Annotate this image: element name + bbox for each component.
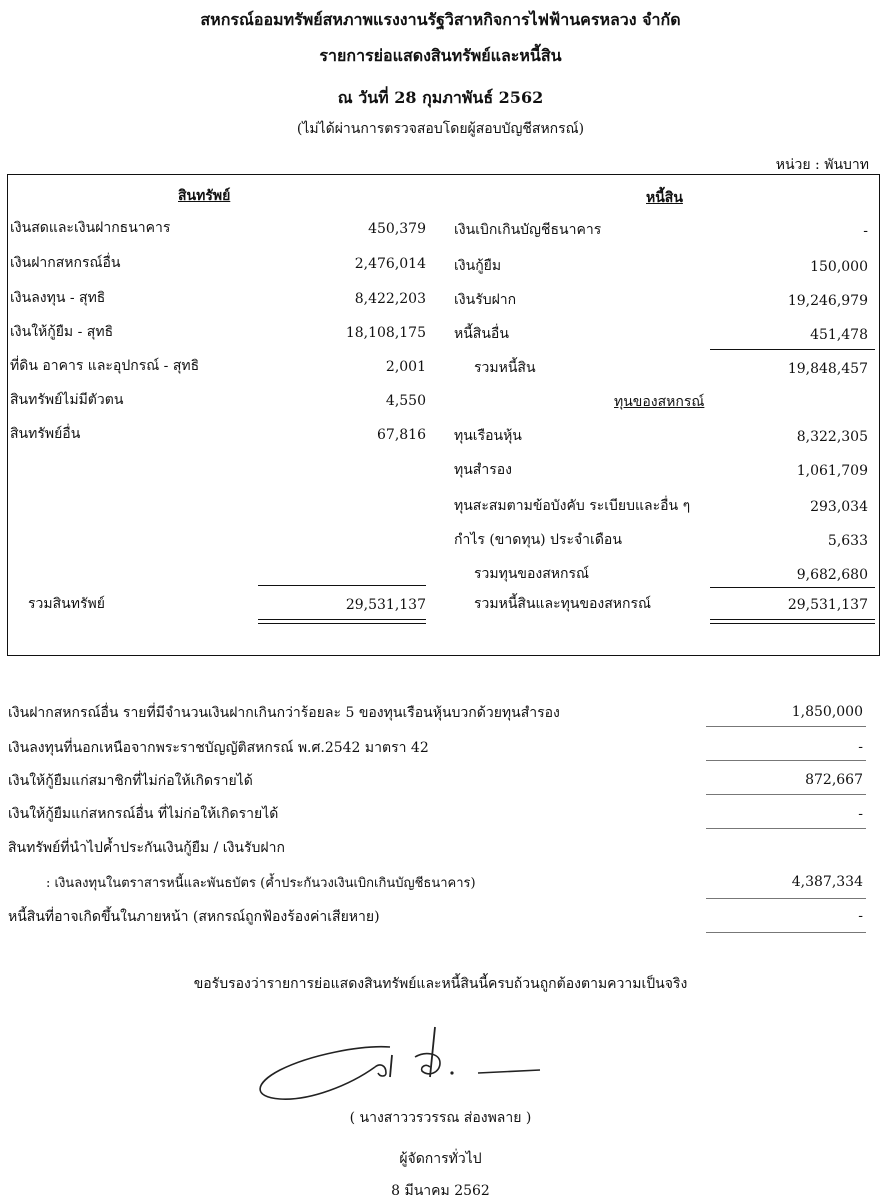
- asset-label: สินทรัพย์อื่น: [10, 426, 81, 442]
- asset-value: 2,001: [385, 359, 426, 375]
- report-date: ณ วันที่ 28 กุมภาพันธ์ 2562: [337, 88, 544, 107]
- note-label: เงินลงทุนที่นอกเหนือจากพระราชบัญญัติสหกรณ์ พ.ศ.2542 มาตรา 42: [8, 740, 429, 756]
- grand-total-double-rule: [710, 619, 875, 624]
- note-rule: [706, 898, 866, 899]
- note-label: เงินฝากสหกรณ์อื่น รายที่มีจำนวนเงินฝากเกินกว่าร้อยละ 5 ของทุนเรือนหุ้นบวกด้วยทุนสำรอง: [8, 705, 560, 721]
- grand-total-value: 29,531,137: [787, 597, 868, 613]
- note-rule: [706, 760, 866, 761]
- note-value: -: [858, 908, 863, 924]
- equity-value: 8,322,305: [796, 429, 868, 445]
- note-rule: [706, 726, 866, 727]
- audit-note: (ไม่ได้ผ่านการตรวจสอบโดยผู้สอบบัญชีสหกรณ์): [296, 121, 585, 137]
- note-rule: [706, 794, 866, 795]
- asset-label: ที่ดิน อาคาร และอุปกรณ์ - สุทธิ: [10, 358, 200, 374]
- note-value: 872,667: [805, 772, 863, 788]
- signatory-position: ผู้จัดการทั่วไป: [399, 1151, 482, 1167]
- equity-heading: ทุนของสหกรณ์: [614, 394, 705, 410]
- equity-value: 293,034: [810, 499, 868, 515]
- organization-name: สหกรณ์ออมทรัพย์สหภาพแรงงานรัฐวิสาหกิจการไฟฟ้านครหลวง จำกัด: [200, 10, 681, 29]
- liabilities-total-value: 19,848,457: [787, 361, 868, 377]
- liability-value: 150,000: [810, 259, 868, 275]
- assets-total-double-rule: [258, 619, 426, 624]
- assets-total-value: 29,531,137: [345, 597, 426, 613]
- liability-label: เงินกู้ยืม: [454, 258, 502, 274]
- note-label: : เงินลงทุนในตราสารหนี้และพันธบัตร (ค้ำประกันวงเงินเบิกเกินบัญชีธนาคาร): [46, 876, 476, 891]
- note-label: หนี้สินที่อาจเกิดขึ้นในภายหน้า (สหกรณ์ถูกฟ้องร้องค่าเสียหาย): [8, 909, 380, 925]
- note-value: 1,850,000: [791, 704, 863, 720]
- note-rule: [706, 932, 866, 933]
- assets-total-rule: [258, 585, 426, 586]
- balance-sheet-box: [7, 174, 880, 656]
- assets-heading: สินทรัพย์: [178, 188, 231, 204]
- liability-label: เงินเบิกเกินบัญชีธนาคาร: [454, 222, 602, 238]
- asset-value: 8,422,203: [354, 291, 426, 307]
- equity-total-label: รวมทุนของสหกรณ์: [474, 566, 589, 582]
- equity-total-value: 9,682,680: [796, 567, 868, 583]
- liability-label: เงินรับฝาก: [454, 292, 517, 308]
- liabilities-total-label: รวมหนี้สิน: [474, 360, 536, 376]
- liability-value: 19,246,979: [787, 293, 868, 309]
- note-value: -: [858, 739, 863, 755]
- note-label: เงินให้กู้ยืมแก่สหกรณ์อื่น ที่ไม่ก่อให้เกิดรายได้: [8, 806, 279, 822]
- certification-text: ขอรับรองว่ารายการย่อแสดงสินทรัพย์และหนี้สินนี้ครบถ้วนถูกต้องตามความเป็นจริง: [193, 976, 688, 992]
- asset-value: 67,816: [377, 427, 426, 443]
- assets-total-label: รวมสินทรัพย์: [28, 596, 105, 612]
- asset-value: 2,476,014: [354, 256, 426, 272]
- signature-date: 8 มีนาคม 2562: [391, 1183, 490, 1199]
- signatory-name: ( นางสาววรวรรณ ส่องพลาย ): [349, 1110, 532, 1126]
- asset-value: 4,550: [385, 393, 426, 409]
- asset-label: เงินให้กู้ยืม - สุทธิ: [10, 324, 114, 340]
- signature-image: [240, 1015, 560, 1110]
- equity-label: ทุนสะสมตามข้อบังคับ ระเบียบและอื่น ๆ: [454, 498, 691, 514]
- report-title: รายการย่อแสดงสินทรัพย์และหนี้สิน: [319, 46, 562, 65]
- note-label: สินทรัพย์ที่นำไปค้ำประกันเงินกู้ยืม / เงินรับฝาก: [8, 840, 285, 856]
- liabilities-total-rule: [710, 349, 875, 350]
- asset-value: 450,379: [368, 221, 426, 237]
- note-rule: [706, 828, 866, 829]
- grand-total-rule: [710, 587, 875, 588]
- note-value: 4,387,334: [791, 874, 863, 890]
- equity-label: ทุนเรือนหุ้น: [454, 428, 522, 444]
- equity-value: 1,061,709: [796, 463, 868, 479]
- asset-label: เงินลงทุน - สุทธิ: [10, 290, 106, 306]
- liabilities-heading: หนี้สิน: [646, 190, 683, 206]
- grand-total-label: รวมหนี้สินและทุนของสหกรณ์: [474, 596, 652, 612]
- asset-label: เงินสดและเงินฝากธนาคาร: [10, 220, 171, 236]
- asset-label: สินทรัพย์ไม่มีตัวตน: [10, 392, 124, 408]
- unit-label: หน่วย : พันบาท: [775, 157, 869, 173]
- liability-label: หนี้สินอื่น: [454, 326, 509, 342]
- asset-value: 18,108,175: [345, 325, 426, 341]
- equity-label: กำไร (ขาดทุน) ประจำเดือน: [454, 532, 622, 548]
- asset-label: เงินฝากสหกรณ์อื่น: [10, 255, 121, 271]
- liability-value: 451,478: [810, 327, 868, 343]
- note-value: -: [858, 806, 863, 822]
- equity-value: 5,633: [827, 533, 868, 549]
- equity-label: ทุนสำรอง: [454, 462, 512, 478]
- note-label: เงินให้กู้ยืมแก่สมาชิกที่ไม่ก่อให้เกิดรายได้: [8, 773, 253, 789]
- liability-value: -: [863, 223, 868, 239]
